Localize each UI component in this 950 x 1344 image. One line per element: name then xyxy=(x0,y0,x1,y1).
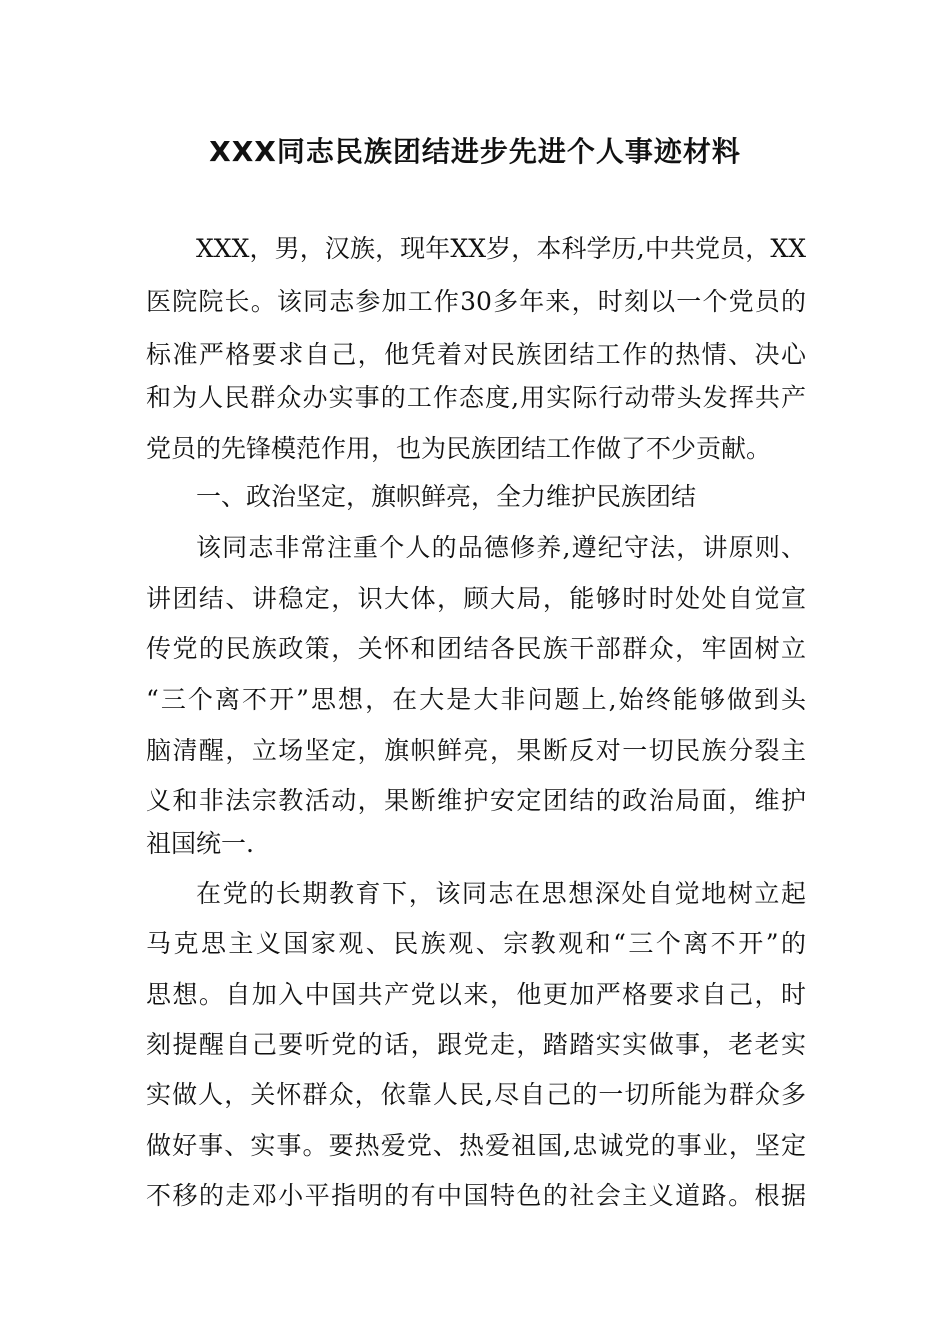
paragraph-3-line-1: 在党的长期教育下，该同志在思想深处自觉地树立起 xyxy=(196,879,806,908)
paragraph-2-line-2: 讲团结、讲稳定，识大体，顾大局，能够时时处处自觉宣 xyxy=(146,584,806,613)
paragraph-3-line-2: 马克思主义国家观、民族观、宗教观和“三个离不开”的 xyxy=(146,929,806,958)
paragraph-3-line-3: 思想。自加入中国共产党以来，他更加严格要求自己，时 xyxy=(146,980,806,1009)
paragraph-2-line-5: 脑清醒，立场坚定，旗帜鲜亮，果断反对一切民族分裂主 xyxy=(146,736,806,765)
paragraph-3-line-6: 做好事、实事。要热爱党、热爱祖国,忠诚党的事业，坚定 xyxy=(146,1131,806,1160)
paragraph-1-line-4: 和为人民群众办实事的工作态度,用实际行动带头发挥共产 xyxy=(146,383,806,412)
paragraph-2-line-7: 祖国统一. xyxy=(146,829,254,858)
paragraph-2-line-3: 传党的民族政策，关怀和团结各民族干部群众，牢固树立 xyxy=(146,634,806,663)
paragraph-3-line-5: 实做人，关怀群众，依靠人民,尽自己的一切所能为群众多 xyxy=(146,1080,806,1109)
paragraph-3-line-4: 刻提醒自己要听党的话，跟党走，踏踏实实做事，老老实 xyxy=(146,1030,806,1059)
paragraph-1-line-1: XXX，男，汉族，现年XX岁，本科学历,中共党员，XX xyxy=(196,234,806,263)
paragraph-1-line-2: 医院院长。该同志参加工作30多年来，时刻以一个党员的 xyxy=(146,287,806,316)
document-title: XXX同志民族团结进步先进个人事迹材料 xyxy=(209,135,741,168)
section-heading-1: 一、政治坚定，旗帜鲜亮，全力维护民族团结 xyxy=(196,482,697,511)
paragraph-2-line-4: “三个离不开”思想，在大是大非问题上,始终能够做到头 xyxy=(146,685,806,714)
paragraph-2-line-1: 该同志非常注重个人的品德修养,遵纪守法，讲原则、 xyxy=(196,533,806,562)
paragraph-1-line-5: 党员的先锋模范作用，也为民族团结工作做了不少贡献。 xyxy=(146,434,772,463)
paragraph-1-line-3: 标准严格要求自己，他凭着对民族团结工作的热情、决心 xyxy=(146,340,806,369)
paragraph-2-line-6: 义和非法宗教活动，果断维护安定团结的政治局面，维护 xyxy=(146,786,806,815)
paragraph-3-line-7: 不移的走邓小平指明的有中国特色的社会主义道路。根据 xyxy=(146,1181,806,1210)
